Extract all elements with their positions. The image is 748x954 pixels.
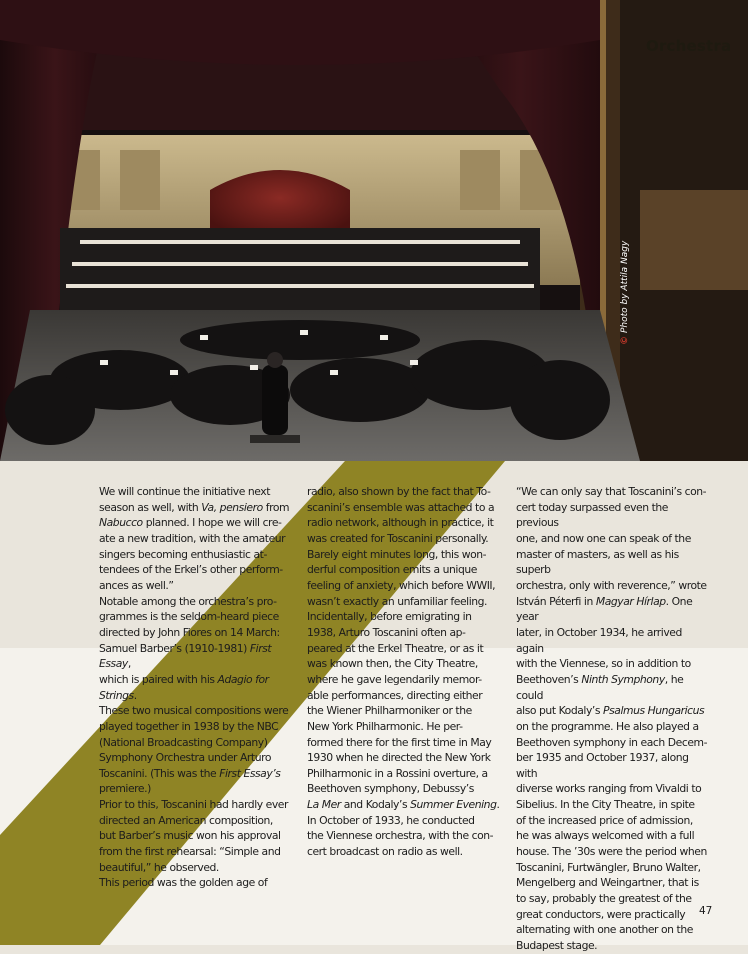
text-line: radio, also shown by the fact that To-: [307, 485, 491, 498]
text-line: diverse works ranging from Vivaldi to: [516, 782, 702, 796]
text-line: 1938, Arturo Toscanini often ap-: [307, 625, 466, 639]
text-line: ances as well.”: [99, 578, 174, 592]
text-line: cert broadcast on radio as well.: [307, 845, 463, 859]
text-line: formed there for the first time in May: [307, 735, 492, 749]
text-column-1: [99, 484, 293, 891]
text-line: to say, probably the greatest of the: [516, 892, 692, 906]
text-line: Beethoven’s Ninth Symphony, he could: [516, 672, 684, 702]
text-line: orchestra, only with reverence,” wrote: [516, 578, 707, 592]
text-line: radio network, although in practice, it: [307, 516, 494, 530]
text-line: later, in October 1934, he arrived again: [516, 625, 682, 655]
text-line: but Barber’s music won his approval: [99, 829, 281, 843]
text-line: scanini’s ensemble was attached to a: [307, 500, 495, 514]
text-line: Toscanini. (This was the First Essay’s: [99, 766, 281, 780]
text-line: where he gave legendarily memor-: [307, 672, 482, 686]
text-line: Beethoven symphony in each Decem-: [516, 735, 708, 749]
text-line: directed by John Fiores on 14 March:: [99, 625, 280, 639]
text-line: with the Viennese, so in addition to: [516, 657, 691, 671]
text-line: great conductors, were practically: [516, 907, 686, 921]
text-line: singers becoming enthusiastic at-: [99, 547, 267, 561]
text-line: Toscanini, Furtwängler, Bruno Walter,: [516, 860, 701, 874]
text-line: derful composition emits a unique: [307, 563, 477, 577]
text-line: premiere.): [99, 782, 151, 796]
text-line: season as well, with Va, pensiero from: [99, 500, 290, 514]
text-line: Symphony Orchestra under Arturo: [99, 751, 272, 765]
text-line: tendees of the Erkel’s other perform-: [99, 563, 283, 577]
text-line: the Wiener Philharmoniker or the: [307, 704, 472, 718]
text-line: Budapest stage.: [516, 939, 598, 953]
text-line: wasn’t exactly an unfamiliar feeling.: [307, 594, 488, 608]
text-line: was created for Toscanini personally.: [307, 531, 489, 545]
text-line: Beethoven symphony, Debussy’s: [307, 782, 474, 796]
copyright-icon: ©: [620, 336, 630, 345]
text-line: played together in 1938 by the NBC: [99, 719, 279, 733]
text-line: which is paired with his Adagio for Strings.: [99, 672, 269, 702]
text-line: the Viennese orchestra, with the con-: [307, 829, 494, 843]
text-line: Mengelberg and Weingartner, that is: [516, 876, 699, 890]
text-line: La Mer and Kodaly’s Summer Evening.: [307, 798, 500, 812]
text-line: István Péterfi in Magyar Hírlap. One year: [516, 594, 693, 624]
text-line: Samuel Barber’s (1910-1981) First Essay,: [99, 641, 272, 671]
text-column-2: [307, 484, 501, 860]
text-line: ate a new tradition, with the amateur: [99, 531, 286, 545]
text-line: peared at the Erkel Theatre, or as it: [307, 641, 484, 655]
text-column-3: [516, 484, 713, 954]
text-line: feeling of anxiety, which before WWII,: [307, 578, 496, 592]
text-line: Philharmonic in a Rossini overture, a: [307, 766, 488, 780]
text-line: beautiful,” he observed.: [99, 860, 219, 874]
text-line: Sibelius. In the City Theatre, in spite: [516, 798, 695, 812]
text-line: Notable among the orchestra’s pro-: [99, 594, 277, 608]
text-line: alternating with one another on the: [516, 923, 693, 937]
text-line: 1930 when he directed the New York: [307, 751, 491, 765]
page-number: 47: [699, 905, 713, 917]
section-label: Orchestra: [646, 37, 732, 55]
text-line: These two musical compositions were: [99, 704, 289, 718]
photo-credit: [620, 241, 630, 345]
text-line: “We can only say that Toscanini’s con-: [516, 485, 707, 498]
text-line: Nabucco planned. I hope we will cre-: [99, 516, 282, 530]
text-line: Barely eight minutes long, this won-: [307, 547, 487, 561]
text-line: he was always welcomed with a full: [516, 829, 695, 843]
text-line: (National Broadcasting Company): [99, 735, 268, 749]
concert-photo: [0, 0, 748, 461]
text-line: on the programme. He also played a: [516, 719, 699, 733]
text-line: able performances, directing either: [307, 688, 483, 702]
text-line: We will continue the initiative next: [99, 485, 271, 498]
text-line: one, and now one can speak of the: [516, 531, 691, 545]
text-line: from the first rehearsal: “Simple and: [99, 845, 281, 859]
text-line: also put Kodaly’s Psalmus Hungaricus: [516, 704, 705, 718]
text-line: In October of 1933, he conducted: [307, 813, 475, 827]
text-line: was known then, the City Theatre,: [307, 657, 478, 671]
text-line: Prior to this, Toscanini had hardly ever: [99, 798, 288, 812]
text-line: house. The ’30s were the period when: [516, 845, 707, 859]
text-line: master of masters, as well as his superb: [516, 547, 679, 577]
text-line: Incidentally, before emigrating in: [307, 610, 472, 624]
text-line: grammes is the seldom-heard piece: [99, 610, 279, 624]
photo-credit-text: Photo by Attila Nagy: [620, 240, 630, 333]
text-line: cert today surpassed even the previous: [516, 500, 668, 530]
text-line: New York Philharmonic. He per-: [307, 719, 463, 733]
text-line: This period was the golden age of: [99, 876, 268, 890]
text-line: of the increased price of admission,: [516, 813, 693, 827]
text-line: ber 1935 and October 1937, along with: [516, 751, 689, 780]
text-line: directed an American composition,: [99, 813, 273, 827]
